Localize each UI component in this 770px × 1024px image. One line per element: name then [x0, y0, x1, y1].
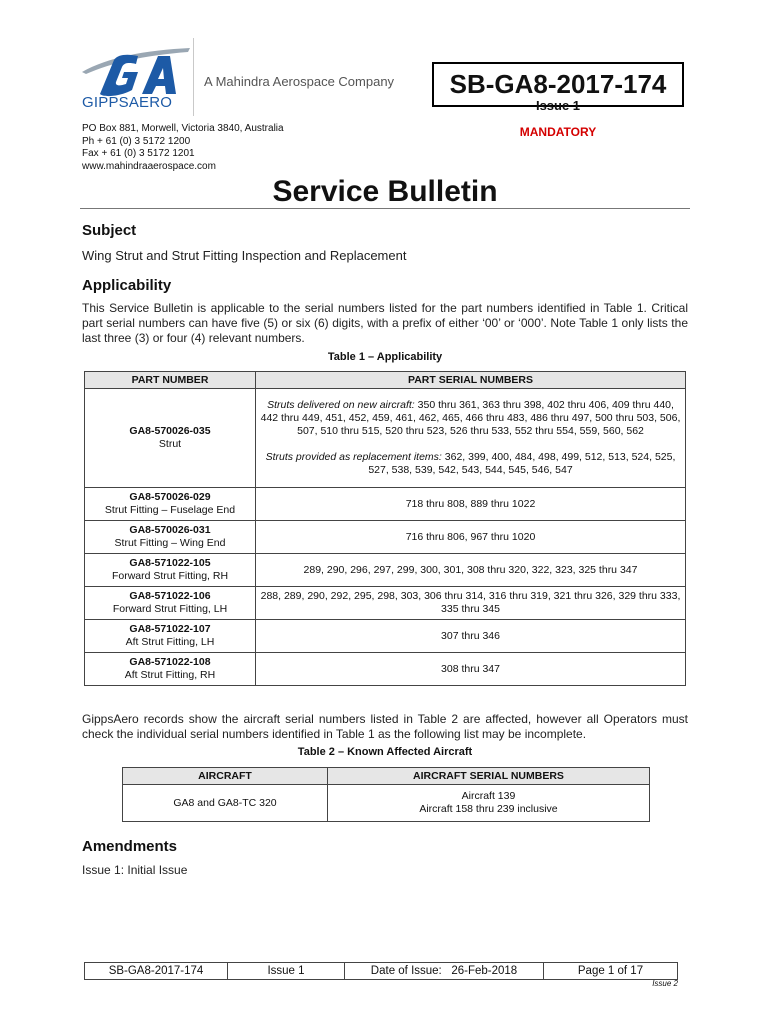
- part-number: GA8-571022-108: [129, 656, 211, 668]
- mandatory-label: MANDATORY: [519, 125, 597, 139]
- table-row: [85, 554, 686, 587]
- part-number: GA8-571022-107: [129, 623, 211, 635]
- applicability-heading: Applicability: [82, 277, 172, 294]
- address-line: PO Box 881, Morwell, Victoria 3840, Australia: [82, 123, 284, 134]
- part-description: Aft Strut Fitting, RH: [124, 669, 216, 681]
- aircraft-serials-cell: [328, 785, 650, 822]
- serials-cell: 307 thru 346: [256, 620, 686, 653]
- table-row: [85, 620, 686, 653]
- serials-text: 350 thru 361, 363 thru 398, 402 thru 406, 409 thru 440, 442 thru 449, 451, 452, 459, 461, 462, 465, 466 thru 483, 486 thru 497, 500 thru 503, 506, 507, 510 thru 515, 520 thru 523, 526 thru 533, 552 thru 554, 559, 560, 562: [260, 399, 681, 437]
- part-cell: [85, 653, 256, 686]
- table-header-row: [85, 372, 686, 389]
- part-cell: [85, 620, 256, 653]
- gippsaero-logo-icon: [80, 46, 192, 98]
- company-address: [82, 123, 284, 173]
- table-header-row: [123, 768, 650, 785]
- part-number: GA8-570026-029: [129, 491, 211, 503]
- serial-line: Aircraft 139: [461, 790, 516, 802]
- serials-cell: 308 thru 347: [256, 653, 686, 686]
- affected-aircraft-table: [122, 767, 650, 822]
- serials-cell: 718 thru 808, 889 thru 1022: [256, 488, 686, 521]
- serials-label: Struts provided as replacement items:: [265, 451, 442, 463]
- subject-text: Wing Strut and Strut Fitting Inspection and Replacement: [82, 248, 407, 263]
- applicability-table: [84, 371, 686, 686]
- table-row: [85, 389, 686, 488]
- part-cell: [85, 389, 256, 488]
- column-header-aircraft: AIRCRAFT: [123, 768, 328, 785]
- table1-caption: Table 1 – Applicability: [327, 351, 443, 363]
- page-title: Service Bulletin: [272, 175, 498, 208]
- table-row: [85, 521, 686, 554]
- table2-caption: Table 2 – Known Affected Aircraft: [297, 746, 473, 758]
- amendments-text: Issue 1: Initial Issue: [82, 863, 188, 877]
- affected-aircraft-text: GippsAero records show the aircraft serial numbers listed in Table 2 are affected, however all Operators must check the individual serial numbers identified in Table 1 as the following list may be incomplete.: [82, 712, 688, 741]
- column-header-part-number: PART NUMBER: [85, 372, 256, 389]
- part-number: GA8-570026-035: [129, 425, 211, 437]
- serials-text: 362, 399, 400, 484, 498, 499, 512, 513, 524, 525, 527, 538, 539, 542, 543, 544, 545, 546, 547: [368, 451, 676, 476]
- footer-page-number: Page 1 of 17: [577, 965, 644, 977]
- fax-line: Fax + 61 (0) 3 5172 1201: [82, 148, 195, 159]
- part-description: Strut Fitting – Wing End: [114, 537, 226, 549]
- amendments-heading: Amendments: [82, 838, 178, 855]
- table-row: [123, 785, 650, 822]
- part-description: Strut: [158, 438, 182, 450]
- subject-heading: Subject: [82, 222, 137, 239]
- title-divider: [80, 208, 690, 209]
- part-number: GA8-571022-105: [129, 557, 211, 569]
- replacement-serials: [259, 451, 682, 477]
- website-link[interactable]: www.mahindraaerospace.com: [82, 160, 216, 172]
- part-cell: [85, 554, 256, 587]
- table-row: [85, 488, 686, 521]
- footer-issue: Issue 1: [228, 963, 345, 979]
- part-number: GA8-570026-031: [129, 524, 211, 536]
- part-cell: [85, 488, 256, 521]
- serials-cell: 289, 290, 296, 297, 299, 300, 301, 308 thru 320, 322, 323, 325 thru 347: [256, 554, 686, 587]
- company-logo: [80, 36, 395, 118]
- serials-cell: [256, 389, 686, 488]
- footer-issue-note: Issue 2: [652, 979, 678, 988]
- logo-brand-text: GIPPSAERO: [82, 94, 173, 111]
- page-footer: [84, 962, 678, 980]
- part-number: GA8-571022-106: [129, 590, 211, 602]
- serial-line: Aircraft 158 thru 239 inclusive: [419, 803, 558, 815]
- table-row: [85, 653, 686, 686]
- footer-document-number: SB-GA8-2017-174: [85, 963, 228, 979]
- new-aircraft-serials: [259, 399, 682, 438]
- column-header-aircraft-serials: AIRCRAFT SERIAL NUMBERS: [328, 768, 650, 785]
- issue-label: Issue 1: [535, 98, 581, 113]
- part-description: Forward Strut Fitting, LH: [112, 603, 228, 615]
- serials-cell: 716 thru 806, 967 thru 1020: [256, 521, 686, 554]
- phone-line: Ph + 61 (0) 3 5172 1200: [82, 135, 191, 147]
- part-description: Aft Strut Fitting, LH: [125, 636, 215, 648]
- document-number: SB-GA8-2017-174: [449, 69, 667, 99]
- part-cell: [85, 587, 256, 620]
- serials-label: Struts delivered on new aircraft:: [267, 399, 415, 411]
- logo-tagline: A Mahindra Aerospace Company: [204, 74, 395, 89]
- logo-divider: [193, 38, 194, 116]
- serials-cell: 288, 289, 290, 292, 295, 298, 303, 306 thru 314, 316 thru 319, 321 thru 326, 329 thru 333, 335 thru 345: [256, 587, 686, 620]
- part-description: Forward Strut Fitting, RH: [111, 570, 229, 582]
- aircraft-cell: GA8 and GA8-TC 320: [123, 785, 328, 822]
- part-cell: [85, 521, 256, 554]
- part-description: Strut Fitting – Fuselage End: [104, 504, 236, 516]
- applicability-text: This Service Bulletin is applicable to the serial numbers listed for the part numbers identified in Table 1. Critical part serial numbers can have five (5) or six (6) digits, with a prefix of either ‘00’ or ‘000’. Note Table 1 only lists the last three (3) or four (4) relevant numbers.: [82, 301, 688, 345]
- table-row: [85, 587, 686, 620]
- column-header-serial-numbers: PART SERIAL NUMBERS: [256, 372, 686, 389]
- footer-date: Date of Issue: 26-Feb-2018: [345, 963, 544, 979]
